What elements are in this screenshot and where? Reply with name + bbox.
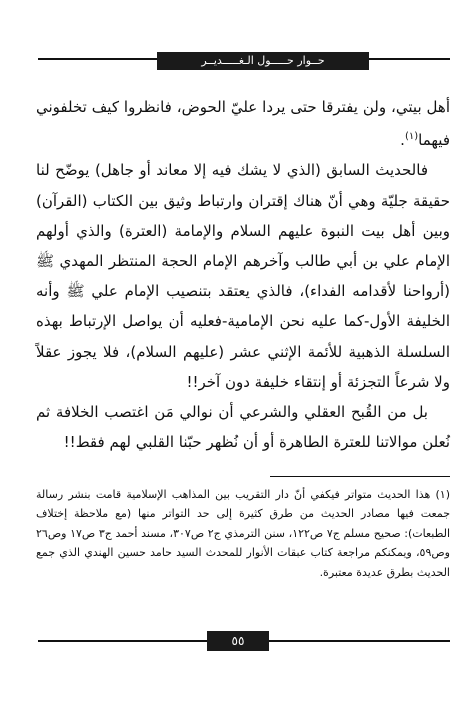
footnote-reference: (١) xyxy=(404,131,419,143)
running-header: حــوار حـــــول الـغـــــديــر xyxy=(157,52,369,70)
footnote-text: (١) هذا الحديث متواتر فيكفي أنّ دار التقريب بين المذاهب الإسلامية قامت بنشر رسالة جمعت فيها مصادر الحديث من طرق كثيرة إلى حد التواتر منها (مع ملاحظة إختلاف الطبعات): صحيح مسلم ج٧ ص١٢٢، سنن الترمذي ج٢ ص٣٠٧، مسند أحمد ج٣ ص١٧ وص٢٦ وص٥٩، ويمكنكم مراجعة كتاب عبقات الأنوار للمحدث السيد حامد حسين الهندي الذي جمع الحديث بطرق عديدة معتبرة. xyxy=(36,488,451,579)
paragraph-1-text: أهل بيتي، ولن يفترقا حتى يردا عليّ الحوض، فانظروا كيف تخلفوني فيهما xyxy=(36,98,450,150)
paragraph-1-end: . xyxy=(400,131,405,150)
paragraph-1 xyxy=(36,92,450,155)
page-number: ٥٥ xyxy=(207,631,269,651)
paragraph-3: بل من القُبح العقلي والشرعي أن نوالي مَن اغتصب الخلافة ثم نُعلن موالاتنا للعترة الطاهرة أو أن نُظهر حبّنا القلبي لهم فقط!! xyxy=(36,403,450,452)
body-text xyxy=(36,92,450,457)
paragraph-2: فالحديث السابق (الذي لا يشك فيه إلا معاند أو جاهل) يوضّح لنا حقيقة جليّة وهي أنّ هناك إقتران وارتباط وثيق بين الكتاب (القرآن) وبين أهل بيت النبوة عليهم السلام والإمامة (العترة) والذي أولهم الإمام علي بن أبي طالب وآخرهم الإمام الحجة المنتظر المهدي ﷺ (أرواحنا لأقدامه الفداء)، فالذي يعتقد بتنصيب الإمام علي ﷺ وأنه الخليفة الأول-كما عليه نحن الإمامية-فعليه أن يواصل الإرتباط بهذه السلسلة الذهبية للأئمة الإثني عشر (عليهم السلام)، فلا يجوز عقلاً ولا شرعاً التجزئة أو إنتقاء خليفة دون آخر!! xyxy=(36,161,450,391)
footnote-separator xyxy=(270,476,450,477)
footnote xyxy=(36,485,450,582)
